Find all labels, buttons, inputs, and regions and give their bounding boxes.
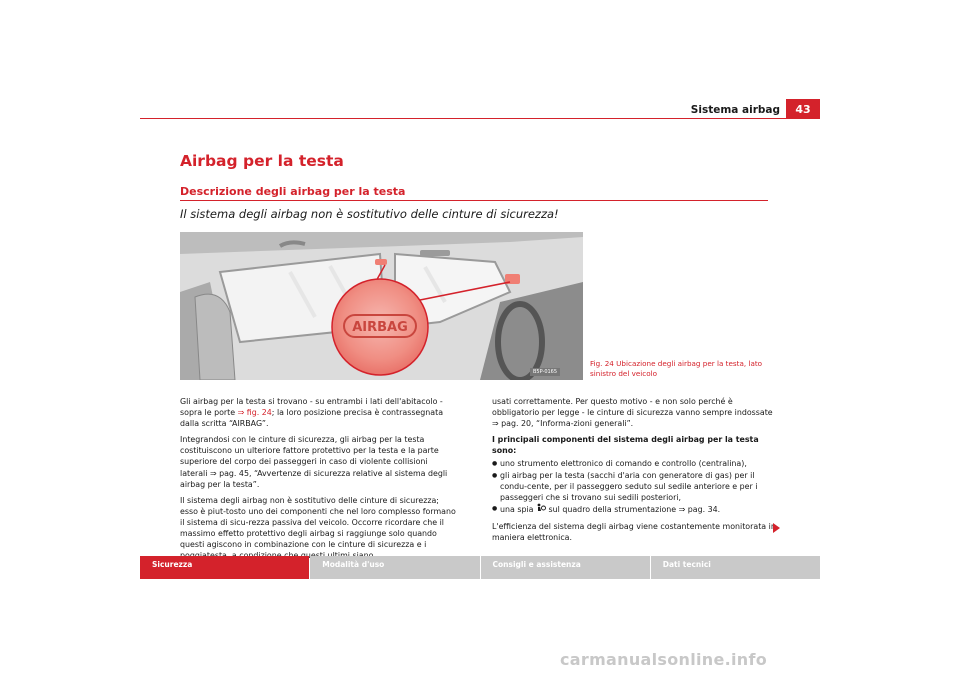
text: Gli airbag per la testa si trovano - su entrambi i lati dell'abitacolo - sopra le porte — [180, 397, 443, 418]
paragraph: L'efficienza del sistema degli airbag viene costantemente monitorata in maniera elettronica. — [492, 521, 776, 543]
text: sul quadro della strumentazione ⇒ pag. 34. — [546, 504, 721, 514]
header-title: Sistema airbag — [690, 104, 780, 116]
figure-caption: Fig. 24 Ubicazione degli airbag per la testa, lato sinistro del veicolo — [590, 359, 763, 378]
airbag-warning-light-icon — [536, 503, 546, 516]
figure-code: B5P-0165 — [530, 368, 560, 376]
list-item: ● gli airbag per la testa (sacchi d'aria con generatore di gas) per il condu-cente, per il passeggero seduto sul sedile anteriore e per i passeggeri che si trovano sui sedili posteriori, — [492, 470, 776, 503]
car-interior-illustration — [180, 232, 583, 380]
footer-tabs — [140, 556, 820, 579]
subsection-rule — [180, 200, 768, 201]
paragraph — [180, 396, 456, 429]
paragraph: Integrandosi con le cinture di sicurezza, gli airbag per la testa costituiscono un ulteriore fattore protettivo per la testa e la parte superiore del corpo dei passeggeri in caso di violente collisioni laterali ⇒ pag. 45, “Avvertenze di sicurezza relative al sistema degli airbag per la testa”. — [180, 435, 448, 489]
airbag-figure — [180, 232, 583, 380]
tab-consigli-e-assistenza[interactable]: Consigli e assistenza — [481, 556, 650, 579]
watermark: carmanualsonline.info — [560, 650, 768, 669]
body-left-column — [180, 396, 456, 566]
airbag-label: AIRBAG — [352, 320, 408, 335]
body-right-column — [492, 396, 776, 548]
page-number: 43 — [786, 99, 820, 119]
tab-sicurezza[interactable]: Sicurezza — [140, 556, 309, 579]
tab-modalita-duso[interactable]: Modalità d'uso — [310, 556, 479, 579]
list-item: ● uno strumento elettronico di comando e controllo (centralina), — [492, 458, 776, 469]
figure-reference-link[interactable]: ⇒ fig. 24 — [237, 408, 272, 418]
list-item — [492, 503, 776, 516]
subsection-title: Descrizione degli airbag per la testa — [180, 185, 406, 198]
list-heading: I principali componenti del sistema degli airbag per la testa sono: — [492, 435, 759, 456]
header-rule — [140, 118, 820, 119]
text: ; la loro posizione precisa è contrassegnata dalla scritta “AIRBAG”. — [180, 408, 444, 429]
paragraph: Il sistema degli airbag non è sostitutivo delle cinture di sicurezza; esso è piut-tosto uno dei componenti che nel loro complesso formano il sistema di sicu-rezza passiva del veicolo. Occorre ricordare che il massimo effetto protettivo degli airbag si raggiunge solo quando questi agiscono in combinazione con le cinture di sicurezza e i — [180, 495, 456, 550]
paragraph: usati correttamente. Per questo motivo - e non solo perché è obbligatorio per legge - le cinture di sicurezza vanno sempre indossate ⇒ pag. 20, “Informa-zioni generali”. — [492, 397, 773, 429]
section-title: Airbag per la testa — [180, 152, 344, 170]
tab-dati-tecnici[interactable]: Dati tecnici — [651, 556, 820, 579]
next-page-arrow-icon[interactable] — [773, 523, 780, 533]
text: una spia — [500, 504, 537, 514]
lead-sentence: Il sistema degli airbag non è sostitutivo delle cinture di sicurezza! — [180, 207, 559, 221]
